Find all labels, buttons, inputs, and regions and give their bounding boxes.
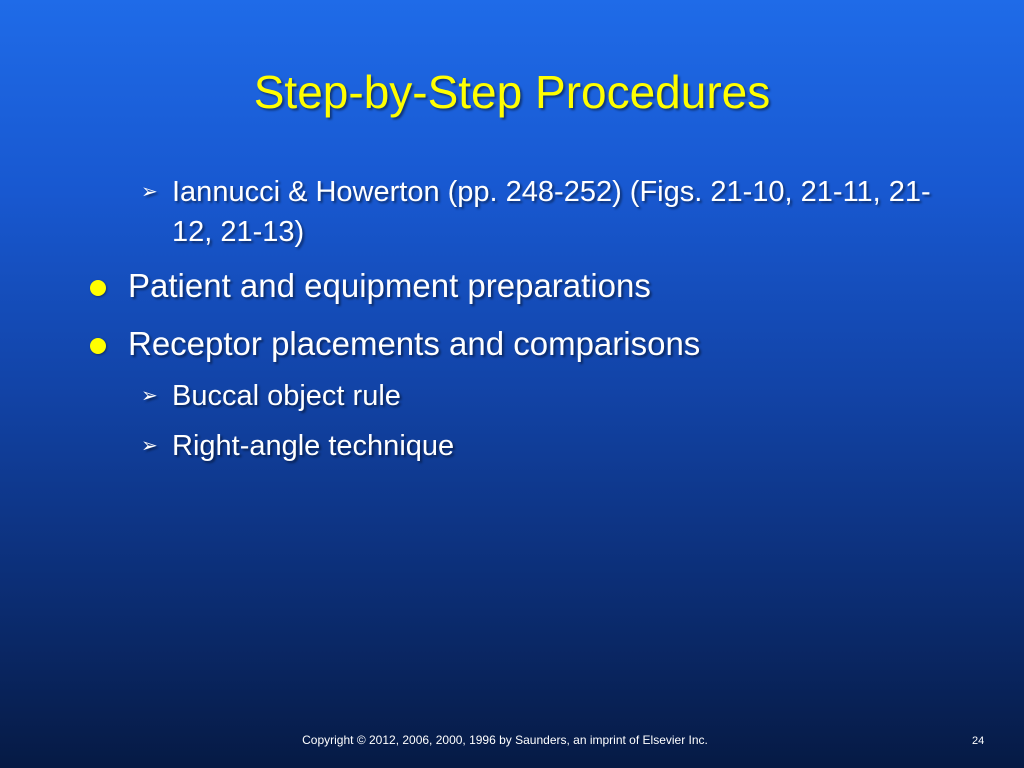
dot-bullet-icon	[90, 338, 106, 354]
sub-bullet-buccal-object-rule	[141, 376, 932, 416]
footer-copyright: Copyright © 2012, 2006, 2000, 1996 by Saunders, an imprint of Elsevier Inc.	[302, 733, 708, 747]
bullet-text: Iannucci & Howerton (pp. 248-252) (Figs. 21-10, 21-11, 21-12, 21-13)	[172, 176, 931, 248]
slide-title: Step-by-Step Procedures	[253, 66, 771, 118]
bullet-text: Buccal object rule	[172, 380, 401, 412]
bullet-text: Receptor placements and comparisons	[128, 325, 701, 362]
bullet-text: Right-angle technique	[172, 430, 455, 462]
bullet-receptor-placements	[128, 322, 988, 366]
arrow-bullet-icon: ➢	[141, 181, 158, 203]
arrow-bullet-icon: ➢	[141, 385, 158, 407]
sub-bullet-right-angle-technique	[141, 426, 932, 466]
bullet-patient-equipment	[128, 264, 988, 308]
dot-bullet-icon	[90, 280, 106, 296]
arrow-bullet-icon: ➢	[141, 435, 158, 457]
bullet-text: Patient and equipment preparations	[128, 267, 651, 304]
sub-bullet-references	[141, 172, 932, 252]
page-number: 24	[972, 735, 985, 747]
